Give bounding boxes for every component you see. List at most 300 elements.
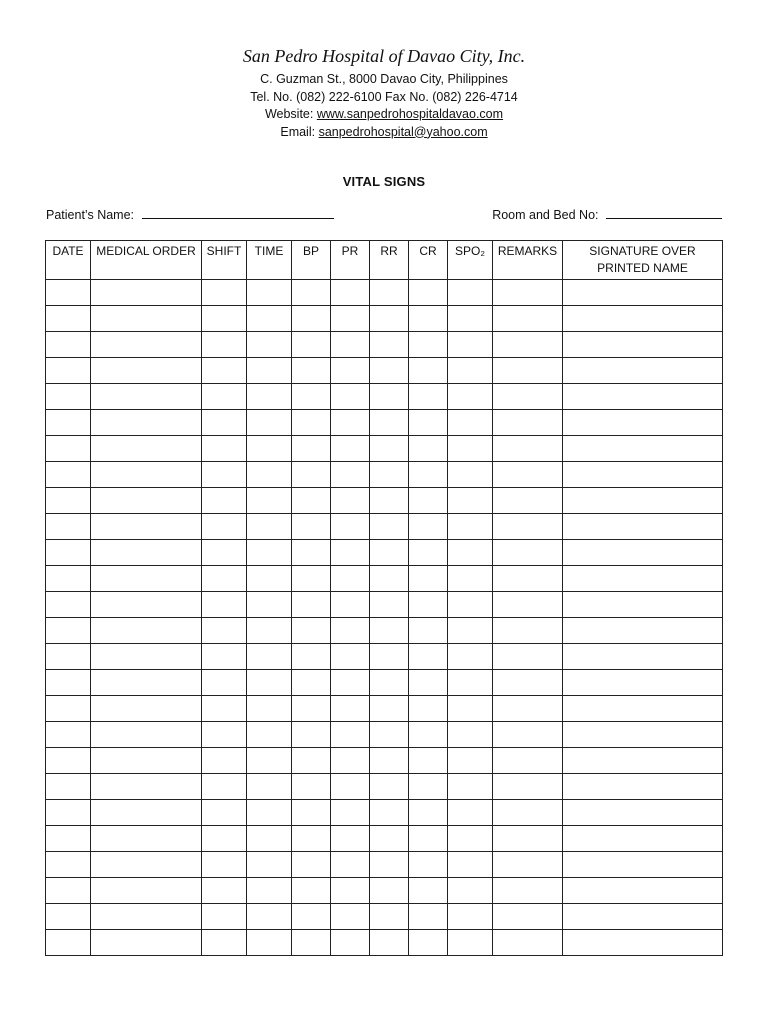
table-cell[interactable] [46,696,91,722]
table-cell[interactable] [46,774,91,800]
table-cell[interactable] [370,384,409,410]
table-cell[interactable] [331,748,370,774]
table-cell[interactable] [202,774,247,800]
table-cell[interactable] [247,436,292,462]
table-cell[interactable] [563,462,723,488]
table-cell[interactable] [91,774,202,800]
table-cell[interactable] [46,384,91,410]
table-cell[interactable] [247,748,292,774]
table-cell[interactable] [563,826,723,852]
table-cell[interactable] [46,826,91,852]
table-cell[interactable] [46,930,91,956]
table-cell[interactable] [563,358,723,384]
table-cell[interactable] [46,722,91,748]
table-cell[interactable] [292,306,331,332]
table-cell[interactable] [409,566,448,592]
table-cell[interactable] [448,722,493,748]
table-cell[interactable] [202,800,247,826]
table-cell[interactable] [409,410,448,436]
table-cell[interactable] [331,618,370,644]
table-cell[interactable] [202,306,247,332]
table-cell[interactable] [202,436,247,462]
table-cell[interactable] [91,592,202,618]
table-cell[interactable] [46,410,91,436]
table-cell[interactable] [247,696,292,722]
table-cell[interactable] [247,514,292,540]
table-cell[interactable] [247,332,292,358]
table-cell[interactable] [46,306,91,332]
table-cell[interactable] [493,930,563,956]
table-cell[interactable] [448,332,493,358]
table-cell[interactable] [409,462,448,488]
table-cell[interactable] [247,462,292,488]
table-cell[interactable] [91,852,202,878]
website-link[interactable]: www.sanpedrohospitaldavao.com [316,107,504,121]
table-cell[interactable] [493,462,563,488]
table-cell[interactable] [563,566,723,592]
table-cell[interactable] [409,540,448,566]
table-body [46,280,723,956]
table-cell[interactable] [247,384,292,410]
table-cell[interactable] [292,878,331,904]
table-cell[interactable] [493,800,563,826]
table-row [46,852,723,878]
table-cell[interactable] [91,488,202,514]
table-cell[interactable] [247,618,292,644]
table-cell[interactable] [563,774,723,800]
table-cell[interactable] [91,436,202,462]
table-cell[interactable] [563,800,723,826]
table-cell[interactable] [448,462,493,488]
table-cell[interactable] [493,280,563,306]
table-cell[interactable] [91,540,202,566]
table-cell[interactable] [247,800,292,826]
table-cell[interactable] [331,878,370,904]
table-cell[interactable] [91,748,202,774]
table-cell[interactable] [292,384,331,410]
table-cell[interactable] [370,878,409,904]
table-cell[interactable] [409,904,448,930]
table-cell[interactable] [331,930,370,956]
table-cell[interactable] [331,384,370,410]
table-cell[interactable] [91,878,202,904]
table-cell[interactable] [448,436,493,462]
table-cell[interactable] [448,670,493,696]
table-cell[interactable] [409,748,448,774]
table-cell[interactable] [247,540,292,566]
table-cell[interactable] [370,462,409,488]
table-cell[interactable] [563,384,723,410]
table-cell[interactable] [409,826,448,852]
table-cell[interactable] [370,852,409,878]
table-cell[interactable] [292,852,331,878]
table-cell[interactable] [331,774,370,800]
table-cell[interactable] [46,436,91,462]
table-cell[interactable] [202,852,247,878]
table-cell[interactable] [331,852,370,878]
table-cell[interactable] [563,644,723,670]
table-cell[interactable] [493,332,563,358]
table-cell[interactable] [247,826,292,852]
table-cell[interactable] [247,722,292,748]
table-cell[interactable] [202,280,247,306]
table-cell[interactable] [91,670,202,696]
table-cell[interactable] [370,592,409,618]
table-cell[interactable] [409,930,448,956]
table-cell[interactable] [292,644,331,670]
room-bed-field [492,207,722,222]
table-cell[interactable] [493,488,563,514]
table-cell[interactable] [370,696,409,722]
table-cell[interactable] [331,436,370,462]
table-cell[interactable] [292,670,331,696]
table-cell[interactable] [247,878,292,904]
table-cell[interactable] [292,540,331,566]
table-cell[interactable] [247,592,292,618]
table-cell[interactable] [292,462,331,488]
table-cell[interactable] [202,722,247,748]
table-cell[interactable] [448,826,493,852]
table-cell[interactable] [409,332,448,358]
table-cell[interactable] [331,644,370,670]
table-cell[interactable] [202,566,247,592]
table-cell[interactable] [409,358,448,384]
table-cell[interactable] [202,748,247,774]
table-cell[interactable] [331,280,370,306]
table-cell[interactable] [409,306,448,332]
table-cell[interactable] [493,826,563,852]
table-cell[interactable] [202,644,247,670]
table-cell[interactable] [46,878,91,904]
table-cell[interactable] [46,540,91,566]
table-cell[interactable] [563,436,723,462]
table-cell[interactable] [46,618,91,644]
table-cell[interactable] [409,488,448,514]
table-cell[interactable] [46,514,91,540]
table-cell[interactable] [331,358,370,384]
table-cell[interactable] [563,878,723,904]
table-cell[interactable] [91,332,202,358]
table-cell[interactable] [448,410,493,436]
table-cell[interactable] [331,514,370,540]
table-cell[interactable] [91,800,202,826]
table-cell[interactable] [292,748,331,774]
table-cell[interactable] [409,436,448,462]
table-cell[interactable] [202,670,247,696]
table-cell[interactable] [409,514,448,540]
table-cell[interactable] [448,566,493,592]
table-cell[interactable] [91,722,202,748]
table-cell[interactable] [202,592,247,618]
table-cell[interactable] [493,540,563,566]
table-cell[interactable] [370,566,409,592]
table-cell[interactable] [247,852,292,878]
table-cell[interactable] [202,358,247,384]
table-cell[interactable] [448,878,493,904]
table-cell[interactable] [247,930,292,956]
table-cell[interactable] [448,696,493,722]
table-cell[interactable] [91,384,202,410]
table-cell[interactable] [292,774,331,800]
table-cell[interactable] [91,644,202,670]
table-cell[interactable] [202,618,247,644]
table-cell[interactable] [563,592,723,618]
table-cell[interactable] [493,644,563,670]
email-link[interactable]: sanpedrohospital@yahoo.com [318,124,488,139]
table-row [46,384,723,410]
table-cell[interactable] [46,280,91,306]
table-cell[interactable] [292,930,331,956]
table-cell[interactable] [247,670,292,696]
table-cell[interactable] [563,696,723,722]
table-cell[interactable] [331,540,370,566]
table-cell[interactable] [493,696,563,722]
table-cell[interactable] [370,410,409,436]
table-cell[interactable] [46,748,91,774]
table-cell[interactable] [493,852,563,878]
table-cell[interactable] [91,618,202,644]
table-cell[interactable] [247,306,292,332]
table-cell[interactable] [409,280,448,306]
table-cell[interactable] [331,670,370,696]
table-cell[interactable] [409,592,448,618]
table-cell[interactable] [91,930,202,956]
table-cell[interactable] [409,722,448,748]
table-cell[interactable] [370,930,409,956]
table-cell[interactable] [370,800,409,826]
table-cell[interactable] [448,904,493,930]
table-cell[interactable] [292,488,331,514]
table-cell[interactable] [409,774,448,800]
table-cell[interactable] [46,644,91,670]
table-cell[interactable] [202,384,247,410]
table-cell[interactable] [563,410,723,436]
table-cell[interactable] [563,332,723,358]
table-cell[interactable] [202,488,247,514]
table-cell[interactable] [370,644,409,670]
table-cell[interactable] [409,384,448,410]
table-cell[interactable] [493,904,563,930]
table-cell[interactable] [331,696,370,722]
table-cell[interactable] [247,904,292,930]
table-cell[interactable] [493,722,563,748]
table-cell[interactable] [202,410,247,436]
table-cell[interactable] [493,566,563,592]
table-cell[interactable] [409,852,448,878]
table-cell[interactable] [370,514,409,540]
table-cell[interactable] [448,592,493,618]
table-cell[interactable] [493,878,563,904]
table-cell[interactable] [331,488,370,514]
table-cell[interactable] [331,800,370,826]
table-cell[interactable] [448,540,493,566]
table-cell[interactable] [202,930,247,956]
table-cell[interactable] [563,540,723,566]
table-cell[interactable] [331,566,370,592]
table-cell[interactable] [563,618,723,644]
table-cell[interactable] [563,748,723,774]
table-cell[interactable] [46,332,91,358]
table-cell[interactable] [46,462,91,488]
table-cell[interactable] [409,670,448,696]
table-cell[interactable] [493,514,563,540]
table-row [46,722,723,748]
table-cell[interactable] [91,462,202,488]
table-cell[interactable] [202,696,247,722]
table-cell[interactable] [563,670,723,696]
table-cell[interactable] [563,930,723,956]
table-cell[interactable] [292,696,331,722]
table-cell[interactable] [331,410,370,436]
table-cell[interactable] [247,410,292,436]
table-cell[interactable] [563,852,723,878]
table-cell[interactable] [46,800,91,826]
table-cell[interactable] [46,566,91,592]
table-cell[interactable] [202,904,247,930]
table-cell[interactable] [370,358,409,384]
table-cell[interactable] [409,618,448,644]
table-cell[interactable] [493,384,563,410]
table-cell[interactable] [202,332,247,358]
table-cell[interactable] [448,280,493,306]
table-cell[interactable] [202,514,247,540]
table-cell[interactable] [292,800,331,826]
table-cell[interactable] [292,280,331,306]
table-cell[interactable] [46,592,91,618]
table-cell[interactable] [563,904,723,930]
table-cell[interactable] [370,332,409,358]
table-cell[interactable] [331,904,370,930]
table-cell[interactable] [493,618,563,644]
table-cell[interactable] [370,488,409,514]
table-cell[interactable] [448,748,493,774]
table-cell[interactable] [292,436,331,462]
table-cell[interactable] [331,332,370,358]
table-cell[interactable] [493,358,563,384]
table-cell[interactable] [409,644,448,670]
table-cell[interactable] [493,436,563,462]
table-cell[interactable] [370,306,409,332]
table-cell[interactable] [370,280,409,306]
table-cell[interactable] [563,514,723,540]
table-cell[interactable] [493,670,563,696]
table-cell[interactable] [91,280,202,306]
table-cell[interactable] [331,722,370,748]
table-cell[interactable] [493,306,563,332]
table-cell[interactable] [292,618,331,644]
room-bed-input[interactable] [606,207,722,219]
table-cell[interactable] [493,748,563,774]
table-cell[interactable] [247,488,292,514]
table-cell[interactable] [448,488,493,514]
table-cell[interactable] [448,514,493,540]
table-cell[interactable] [448,644,493,670]
table-cell[interactable] [247,644,292,670]
table-cell[interactable] [370,774,409,800]
column-header: MEDICAL ORDER [91,241,202,280]
table-cell[interactable] [563,722,723,748]
table-cell[interactable] [202,462,247,488]
table-cell[interactable] [91,826,202,852]
table-cell[interactable] [292,592,331,618]
table-cell[interactable] [202,878,247,904]
patient-name-input[interactable] [142,207,334,219]
table-cell[interactable] [409,800,448,826]
table-cell[interactable] [91,358,202,384]
table-cell[interactable] [46,358,91,384]
column-header: TIME [247,241,292,280]
table-cell[interactable] [91,514,202,540]
table-cell[interactable] [448,384,493,410]
table-cell[interactable] [202,540,247,566]
table-cell[interactable] [563,280,723,306]
table-cell[interactable] [448,930,493,956]
table-cell[interactable] [370,618,409,644]
table-cell[interactable] [448,618,493,644]
table-cell[interactable] [46,488,91,514]
table-cell[interactable] [292,904,331,930]
table-cell[interactable] [563,306,723,332]
table-cell[interactable] [292,566,331,592]
table-cell[interactable] [370,436,409,462]
table-cell[interactable] [448,306,493,332]
table-cell[interactable] [370,540,409,566]
table-cell[interactable] [493,774,563,800]
table-cell[interactable] [46,852,91,878]
table-cell[interactable] [370,722,409,748]
table-cell[interactable] [91,566,202,592]
table-cell[interactable] [448,800,493,826]
table-cell[interactable] [247,280,292,306]
table-cell[interactable] [370,670,409,696]
table-cell[interactable] [202,826,247,852]
table-cell[interactable] [292,332,331,358]
table-cell[interactable] [247,566,292,592]
table-cell[interactable] [493,410,563,436]
table-cell[interactable] [91,410,202,436]
table-cell[interactable] [292,410,331,436]
table-cell[interactable] [247,358,292,384]
table-cell[interactable] [370,748,409,774]
table-cell[interactable] [331,462,370,488]
website-label: Website: [264,107,314,121]
table-cell[interactable] [563,488,723,514]
table-cell[interactable] [448,358,493,384]
table-row [46,592,723,618]
table-cell[interactable] [292,722,331,748]
table-cell[interactable] [292,826,331,852]
table-cell[interactable] [409,878,448,904]
table-cell[interactable] [448,852,493,878]
table-cell[interactable] [409,696,448,722]
table-cell[interactable] [91,696,202,722]
table-cell[interactable] [370,826,409,852]
table-cell[interactable] [247,774,292,800]
table-cell[interactable] [46,904,91,930]
column-header: PR [331,241,370,280]
table-cell[interactable] [292,514,331,540]
table-cell[interactable] [331,306,370,332]
table-cell[interactable] [91,306,202,332]
table-cell[interactable] [292,358,331,384]
table-cell[interactable] [493,592,563,618]
table-cell[interactable] [46,670,91,696]
table-cell[interactable] [91,904,202,930]
table-cell[interactable] [370,904,409,930]
table-cell[interactable] [331,826,370,852]
table-cell[interactable] [331,592,370,618]
table-cell[interactable] [448,774,493,800]
